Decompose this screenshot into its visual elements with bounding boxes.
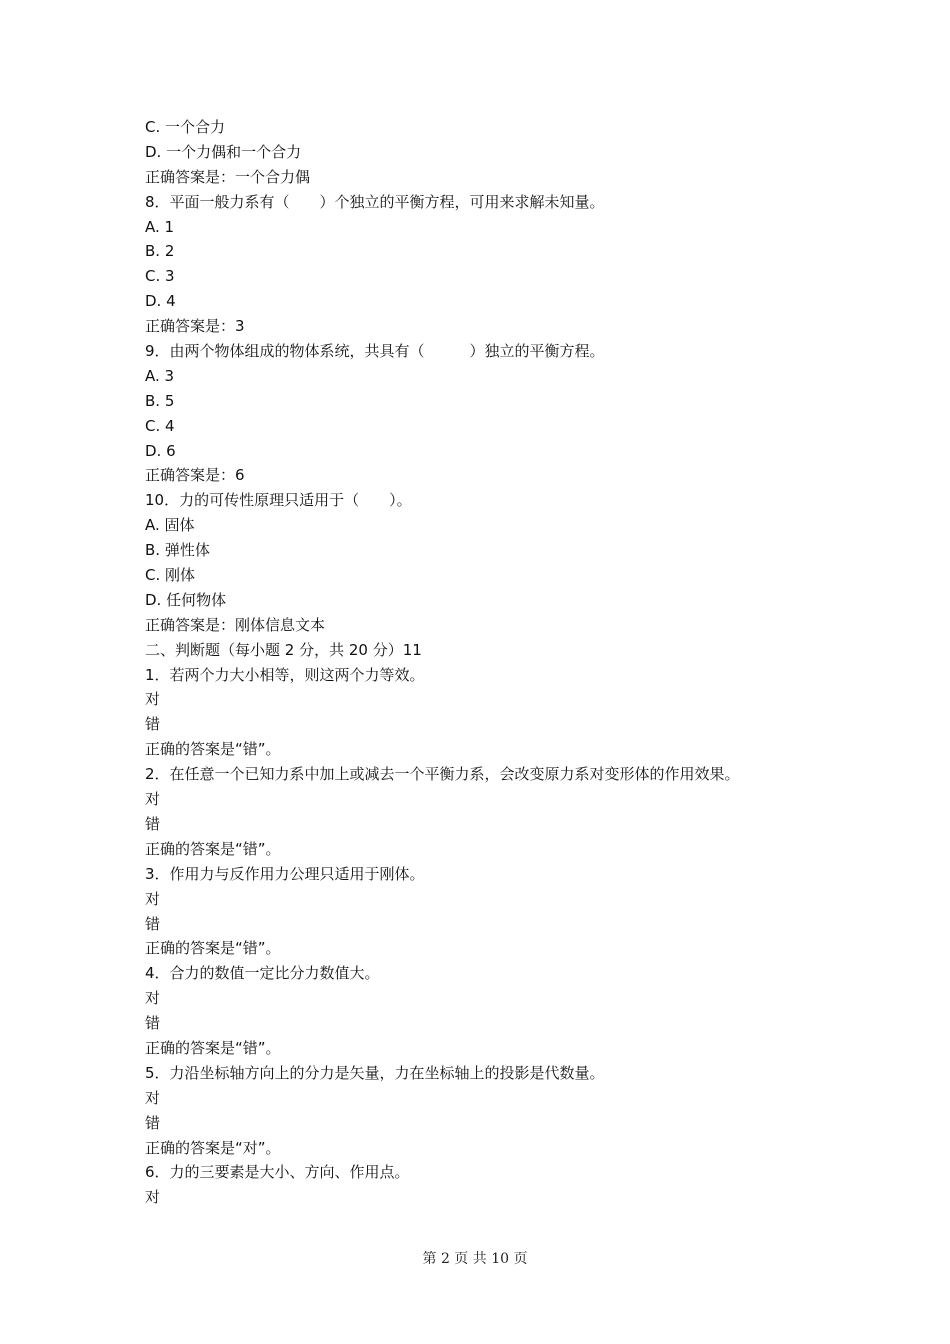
text-line: 对	[145, 790, 161, 809]
text-line: 正确的答案是“错”。	[145, 839, 281, 858]
text-line: 正确答案是：3	[145, 317, 245, 336]
text-line: A. 3	[145, 366, 175, 385]
text-line: B. 2	[145, 242, 175, 261]
text-line: C. 刚体	[145, 566, 196, 585]
text-line: 二、判断题（每小题 2 分，共 20 分）11	[145, 640, 422, 659]
text-line: 正确的答案是“对”。	[145, 1138, 281, 1157]
text-line: 正确答案是：一个合力偶	[145, 167, 311, 186]
text-line: 正确答案是：刚体信息文本	[145, 615, 326, 634]
text-line: B. 弹性体	[145, 541, 210, 560]
text-line: D. 任何物体	[145, 590, 227, 609]
text-line: 1．若两个力大小相等，则这两个力等效。	[145, 665, 425, 684]
text-line: 3．作用力与反作用力公理只适用于刚体。	[145, 864, 425, 883]
text-line: D. 一个力偶和一个合力	[145, 142, 302, 161]
text-line: A. 1	[145, 217, 175, 236]
text-line: 对	[145, 690, 161, 709]
text-line: 8．平面一般力系有（ ）个独立的平衡方程，可用来求解未知量。	[145, 192, 605, 211]
text-line: D. 6	[145, 441, 176, 460]
text-line: 错	[145, 1014, 161, 1033]
text-line: 错	[145, 814, 161, 833]
text-line: 对	[145, 1088, 161, 1107]
text-line: 10．力的可传性原理只适用于（ ）。	[145, 491, 412, 510]
text-line: 对	[145, 889, 161, 908]
text-line: 错	[145, 1113, 161, 1132]
text-line: 正确的答案是“错”。	[145, 939, 281, 958]
text-line: C. 4	[145, 416, 175, 435]
text-line: 5．力沿坐标轴方向上的分力是矢量，力在坐标轴上的投影是代数量。	[145, 1063, 605, 1082]
text-line: C. 3	[145, 267, 175, 286]
text-line: C. 一个合力	[145, 118, 226, 136]
text-line: D. 4	[145, 292, 176, 311]
text-line: A. 固体	[145, 516, 195, 535]
document-body	[145, 115, 825, 1210]
text-line: 2．在任意一个已知力系中加上或减去一个平衡力系，会改变原力系对变形体的作用效果。	[145, 765, 740, 784]
text-line: 4．合力的数值一定比分力数值大。	[145, 964, 380, 983]
page-footer: 第 2 页 共 10 页	[422, 1251, 528, 1267]
text-line: 对	[145, 989, 161, 1008]
text-line: 6．力的三要素是大小、方向、作用点。	[145, 1163, 410, 1182]
text-line: 9．由两个物体组成的物体系统，共具有（ ）独立的平衡方程。	[145, 342, 605, 361]
text-line: B. 5	[145, 391, 175, 410]
text-line: 错	[145, 715, 161, 734]
text-line: 错	[145, 914, 161, 933]
text-line: 正确的答案是“错”。	[145, 740, 281, 759]
text-line: 正确答案是：6	[145, 466, 245, 485]
text-line: 正确的答案是“错”。	[145, 1038, 281, 1057]
text-line: 对	[145, 1188, 161, 1207]
